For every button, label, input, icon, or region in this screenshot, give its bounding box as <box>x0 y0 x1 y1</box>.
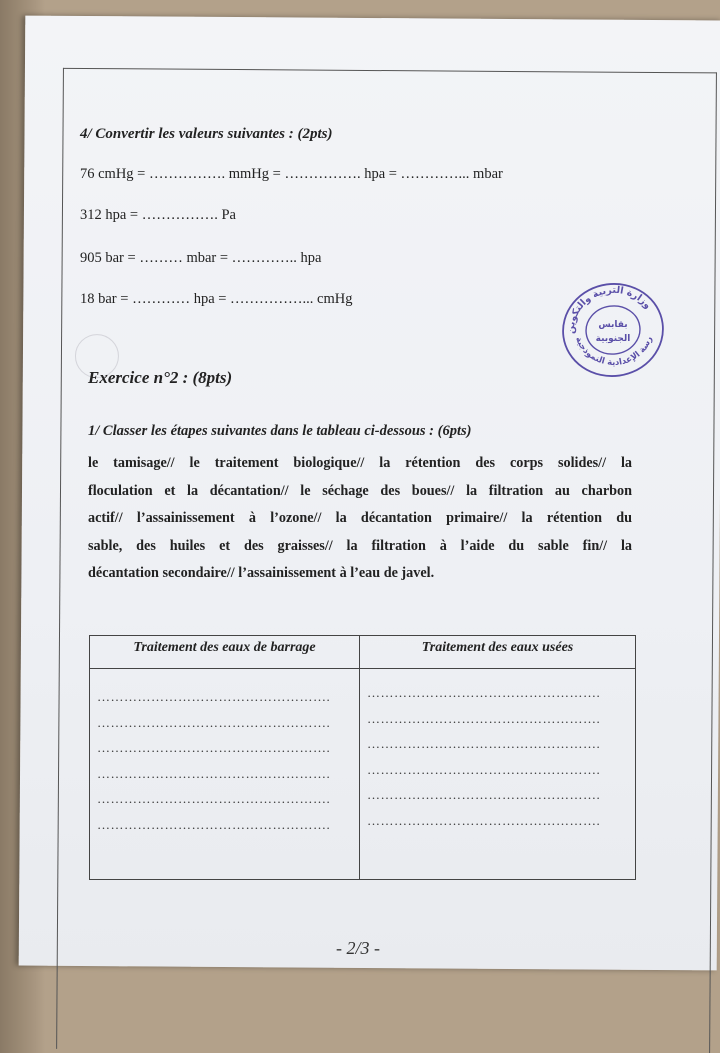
answer-line: ……………………………………………. <box>97 816 331 832</box>
table-cell-usees[interactable] <box>360 669 636 880</box>
steps-line-4: sable, des huiles et des graisses// la filtration à l’aide du sable fin// la <box>88 537 632 554</box>
answer-line: ……………………………………………. <box>367 710 601 726</box>
stamp-center-text-1: بقابس <box>598 320 628 330</box>
exercise2-title: Exercice n°2 : (8pts) <box>88 368 233 387</box>
steps-line-2: floculation et la décantation// le séchage des boues// la filtration au charbon <box>88 482 632 499</box>
classification-table <box>89 635 636 880</box>
steps-line-1: le tamisage// le traitement biologique// la rétention des corps solides// la <box>88 455 632 471</box>
stamp-bottom-text: رسة الإعدادية النموذجية <box>573 335 655 368</box>
answer-line: ……………………………………………. <box>367 761 601 777</box>
steps-line-5: décantation secondaire// l’assainissement à l’eau de javel. <box>88 565 435 581</box>
answer-line: ……………………………………………. <box>367 685 601 700</box>
page-number: - 2/3 - <box>336 938 380 958</box>
table-cell-barrage[interactable] <box>90 669 360 880</box>
conversion-line-3: 905 bar = ……… mbar = ………….. hpa <box>80 250 322 266</box>
question4-heading: 4/ Convertir les valeurs suivantes : (2pts) <box>80 126 333 142</box>
answer-line: ……………………………………………. <box>97 791 331 806</box>
table-header-usees: Traitement des eaux usées <box>360 636 636 669</box>
conversion-line-1: 76 cmHg = ……………. mmHg = ……………. hpa = …………... mbar <box>80 166 503 182</box>
stamp-outer-text: وزارة التربية والتكوين <box>565 284 654 335</box>
steps-line-3: actif// l’assainissement à l’ozone// la décantation primaire// la rétention du <box>88 510 632 526</box>
answer-line: ……………………………………………. <box>97 714 331 730</box>
conversion-line-2: 312 hpa = ……………. Pa <box>80 207 236 223</box>
school-stamp <box>558 278 668 382</box>
answer-line: ……………………………………………. <box>97 740 331 755</box>
answer-line: ……………………………………………. <box>367 787 601 802</box>
steps-paragraph <box>88 450 632 588</box>
exercise2-q1-heading: 1/ Classer les étapes suivantes dans le tableau ci-dessous : (6pts) <box>88 423 472 439</box>
answer-line: ……………………………………………. <box>97 689 331 704</box>
table-header-barrage: Traitement des eaux de barrage <box>90 636 360 669</box>
answer-line: ……………………………………………. <box>367 736 601 751</box>
conversion-line-4: 18 bar = ………… hpa = ……………... cmHg <box>80 291 353 307</box>
answer-line: ……………………………………………. <box>97 765 331 781</box>
stamp-center-text-2: الجنوبية <box>595 334 631 344</box>
answer-line: ……………………………………………. <box>367 812 601 828</box>
